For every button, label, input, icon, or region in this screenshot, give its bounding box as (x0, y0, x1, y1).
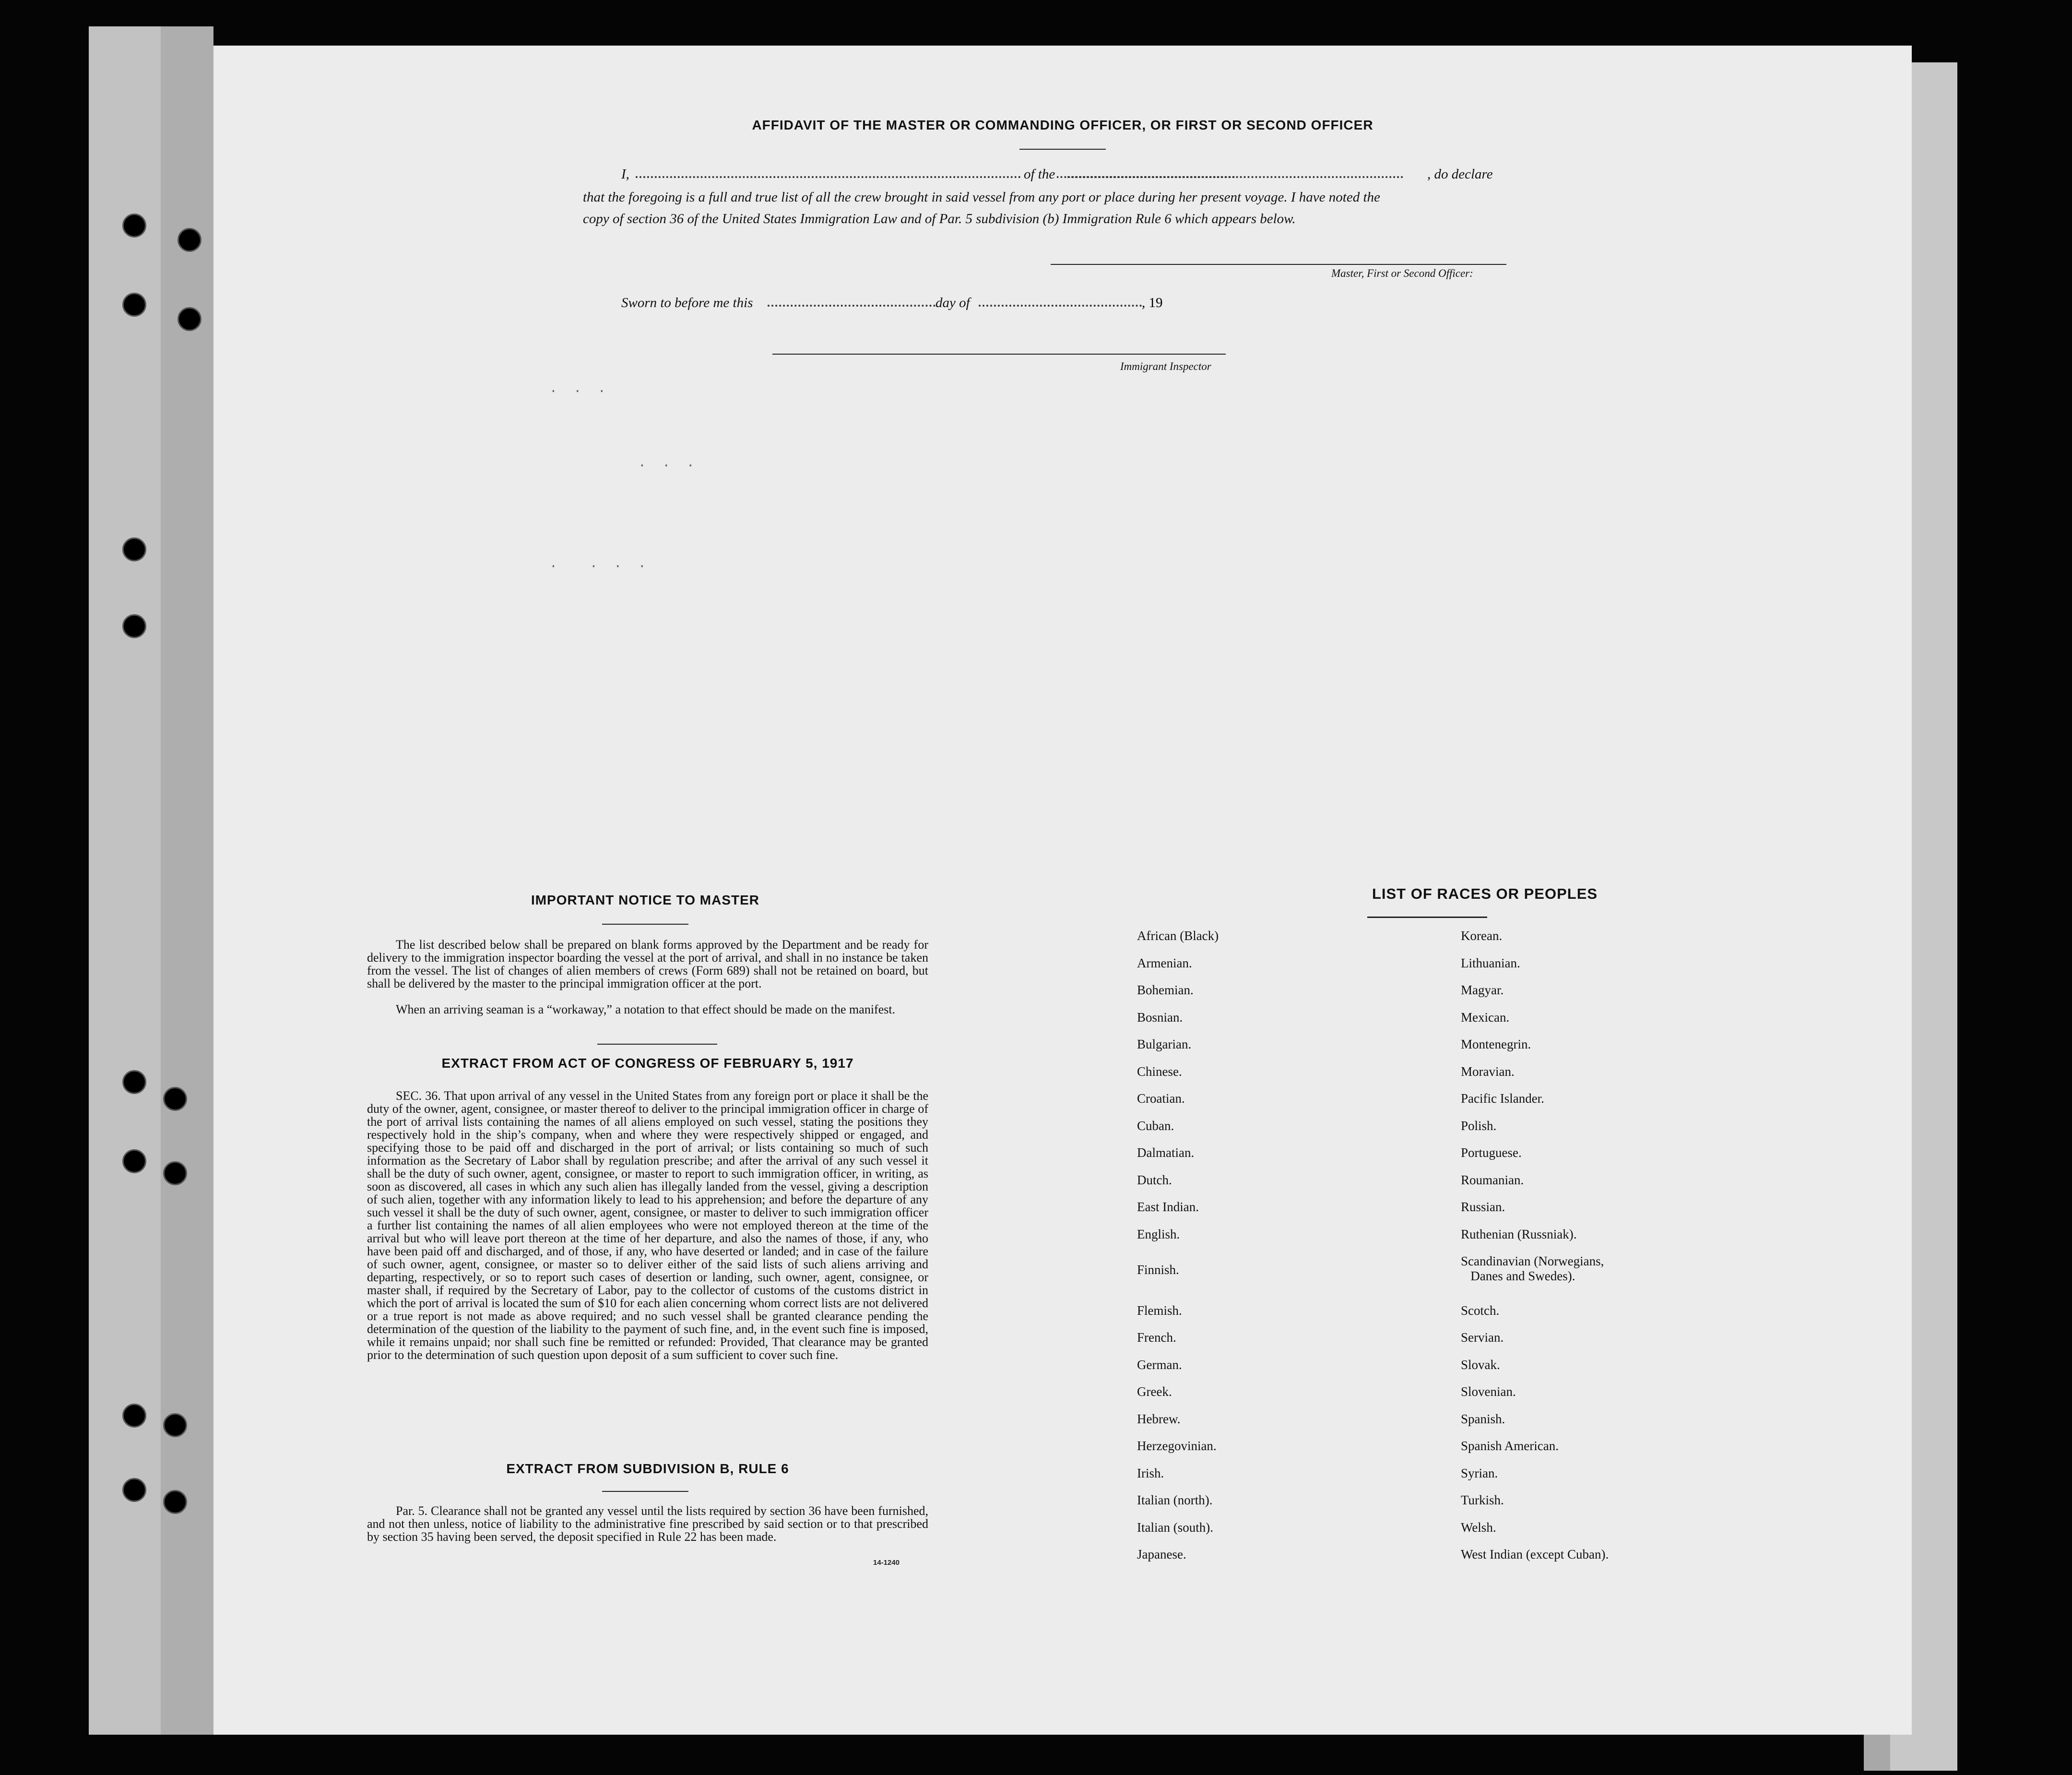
sworn-text: Sworn to before me this (621, 295, 753, 310)
race-item: French. (1137, 1330, 1176, 1345)
inspector-signature-line (772, 354, 1226, 355)
punch-hole (122, 293, 146, 317)
sworn-day-blank (768, 305, 935, 307)
bleed-through-mark: . . . (549, 381, 606, 396)
affidavit-line3: copy of section 36 of the United States Immigration Law and of Par. 5 subdivision (b) Immigration Rule 6 which appears below. (583, 211, 1296, 226)
race-item: Korean. (1461, 929, 1503, 943)
race-item: Italian (north). (1137, 1493, 1213, 1507)
race-item: Bulgarian. (1137, 1037, 1192, 1051)
binder-strip-left (89, 26, 161, 1735)
races-rule (1367, 917, 1487, 918)
punch-hole (163, 1413, 187, 1437)
race-item: Roumanian. (1461, 1173, 1524, 1187)
race-item: Scandinavian (Norwegians, Danes and Swedes). (1461, 1254, 1604, 1283)
race-item: Chinese. (1137, 1064, 1182, 1079)
race-item: Greek. (1137, 1384, 1172, 1399)
race-item: Croatian. (1137, 1091, 1185, 1106)
race-item: African (Black) (1137, 929, 1219, 943)
race-item: English. (1137, 1227, 1180, 1241)
bleed-through-mark: . . . (638, 456, 695, 471)
affidavit-title: AFFIDAVIT OF THE MASTER OR COMMANDING OFFICER, OR FIRST OR SECOND OFFICER (752, 118, 1373, 132)
punch-hole (122, 1478, 146, 1502)
act-extract-body: SEC. 36. That upon arrival of any vessel in the United States from any foreign port or place it shall be the duty of the owner, agent, consignee, or master thereof to deliver to the principal immigration officer in charge of the port of arrival lists containing the names of all aliens employed on such vessel, stating the positions they respectively hold in the ship’s company, when and where they were respectively shipped or engaged, and specifying those to be paid off and discharged in the port of arrival; or lists containing so much of such information as the Secretary of Labor shall by regulation prescribe; and after the arrival of any such vessel it shall be the duty of such owner, agent, consignee, or master to report to such immigration officer, in writing, as soon as discovered, all cases in which any such alien has illegally landed from the vessel, giving a description of such alien, together with any information likely to lead to his apprehension; and before the departure of any such vessel it shall be the duty of such owner, agent, consignee, or master to deliver to such immigration officer a further list containing the names of all alien employees who were not employed thereon at the time of the arrival but who will leave port thereon at the time of her departure, and also the names of those, if any, who have been paid off and discharged, and of those, if any, who have deserted or landed; and in case of the failure of such owner, agent, consignee, or master so to deliver either of the said lists of such aliens arriving and departing, respectively, or so to report such cases of desertion or landing, such owner, agent, consignee, or master shall, if required by the Secretary of Labor, pay to the collector of customs of the customs district in which the port of arrival is located the sum of $10 for each alien concerning whom correct lists are not delivered or a true report is not made as above required; and no such vessel shall be granted clearance pending the determination of the question of the liability to the payment of such fine, and, in the event such fine is imposed, while it remains unpaid; nor shall such fine be remitted or refunded: Provided, That clearance may be granted prior to the determination of such question upon deposit of a sum sufficient to cover such fine. (367, 1089, 928, 1362)
punch-hole (178, 307, 201, 331)
race-item: Irish. (1137, 1466, 1164, 1480)
race-item: Scotch. (1461, 1303, 1500, 1318)
notice-paragraph-2: When an arriving seaman is a “workaway,” a notation to that effect should be made on the manifest. (396, 1002, 896, 1016)
race-item: West Indian (except Cuban). (1461, 1547, 1609, 1561)
punch-hole (178, 228, 201, 252)
race-item: Pacific Islander. (1461, 1091, 1544, 1106)
race-item: Herzegovinian. (1137, 1439, 1217, 1453)
bleed-through-mark: . . . . (549, 557, 646, 572)
race-item: Flemish. (1137, 1303, 1182, 1318)
race-item: Welsh. (1461, 1520, 1496, 1535)
year-text: , 19 (1142, 295, 1163, 310)
notice-paragraph-1: The list described below shall be prepared on blank forms approved by the Department and be ready for delivery to the immigration inspector boarding the vessel at the port of arrival, and shall in no instance be taken from the vessel. The list of changes of alien members of crews (Form 689) shall not be retained on board, but shall be delivered by the master to the principal immigration officer at the port. (367, 938, 928, 990)
day-of-text: day of (935, 295, 970, 310)
act-extract-title: EXTRACT FROM ACT OF CONGRESS OF FEBRUARY 5, 1917 (441, 1056, 854, 1071)
punch-hole (122, 1404, 146, 1428)
race-item: Lithuanian. (1461, 956, 1520, 970)
notice-title: IMPORTANT NOTICE TO MASTER (531, 893, 760, 907)
race-item: Armenian. (1137, 956, 1192, 970)
race-item: Dutch. (1137, 1173, 1172, 1187)
races-title: LIST OF RACES OR PEOPLES (1372, 885, 1598, 902)
punch-hole (122, 537, 146, 561)
vessel-blank (1067, 176, 1403, 178)
race-item: Montenegrin. (1461, 1037, 1531, 1051)
punch-hole (122, 614, 146, 638)
race-item: German. (1137, 1358, 1182, 1372)
master-signature-label: Master, First or Second Officer: (1331, 267, 1473, 279)
affidavit-i: I, (621, 167, 629, 182)
binder-strip-left-inner (161, 26, 213, 1735)
affidavit-of-the: of the (1022, 167, 1057, 182)
race-item: Magyar. (1461, 983, 1504, 997)
race-item: Servian. (1461, 1330, 1504, 1345)
race-item: Bosnian. (1137, 1010, 1183, 1024)
race-item: Ruthenian (Russniak). (1461, 1227, 1577, 1241)
rule-extract-body: Par. 5. Clearance shall not be granted any vessel until the lists required by section 36 have been furnished, and not then unless, notice of liability to the administrative fine prescribed by said section or to that prescribed by section 35 having been served, the deposit specified in Rule 22 has been made. (367, 1504, 928, 1544)
race-item: Slovenian. (1461, 1384, 1516, 1399)
month-blank (979, 305, 1142, 307)
master-signature-line (1051, 264, 1506, 265)
race-item: Finnish. (1137, 1263, 1179, 1277)
race-item: Japanese. (1137, 1547, 1186, 1561)
race-item: Russian. (1461, 1200, 1505, 1214)
race-item: Mexican. (1461, 1010, 1510, 1024)
punch-hole (122, 214, 146, 238)
rule-extract-title: EXTRACT FROM SUBDIVISION B, RULE 6 (506, 1461, 789, 1476)
punch-hole (122, 1149, 146, 1173)
race-item: Turkish. (1461, 1493, 1504, 1507)
race-item: East Indian. (1137, 1200, 1199, 1214)
race-item: Spanish American. (1461, 1439, 1559, 1453)
inspector-label: Immigrant Inspector (1120, 360, 1211, 372)
document-page (213, 46, 1912, 1735)
race-item: Polish. (1461, 1119, 1497, 1133)
form-number: 14-1240 (873, 1559, 900, 1567)
race-item: Spanish. (1461, 1412, 1505, 1426)
affidavit-declare: , do declare (1427, 167, 1493, 182)
affidavit-line2: that the foregoing is a full and true list of all the crew brought in said vessel from any port or place during her present voyage. I have noted the (583, 190, 1380, 205)
race-item: Moravian. (1461, 1064, 1515, 1079)
race-item: Italian (south). (1137, 1520, 1213, 1535)
punch-hole (163, 1490, 187, 1514)
race-item: Portuguese. (1461, 1145, 1522, 1160)
section-rule (597, 1044, 717, 1045)
race-item: Dalmatian. (1137, 1145, 1195, 1160)
punch-hole (163, 1161, 187, 1185)
punch-hole (163, 1087, 187, 1111)
title-rule (1019, 149, 1106, 150)
rule-extract-rule (602, 1491, 688, 1492)
race-item: Syrian. (1461, 1466, 1498, 1480)
race-item: Cuban. (1137, 1119, 1174, 1133)
notice-rule (602, 924, 688, 925)
race-item: Bohemian. (1137, 983, 1194, 997)
race-item: Slovak. (1461, 1358, 1500, 1372)
punch-hole (122, 1070, 146, 1094)
race-item: Hebrew. (1137, 1412, 1181, 1426)
